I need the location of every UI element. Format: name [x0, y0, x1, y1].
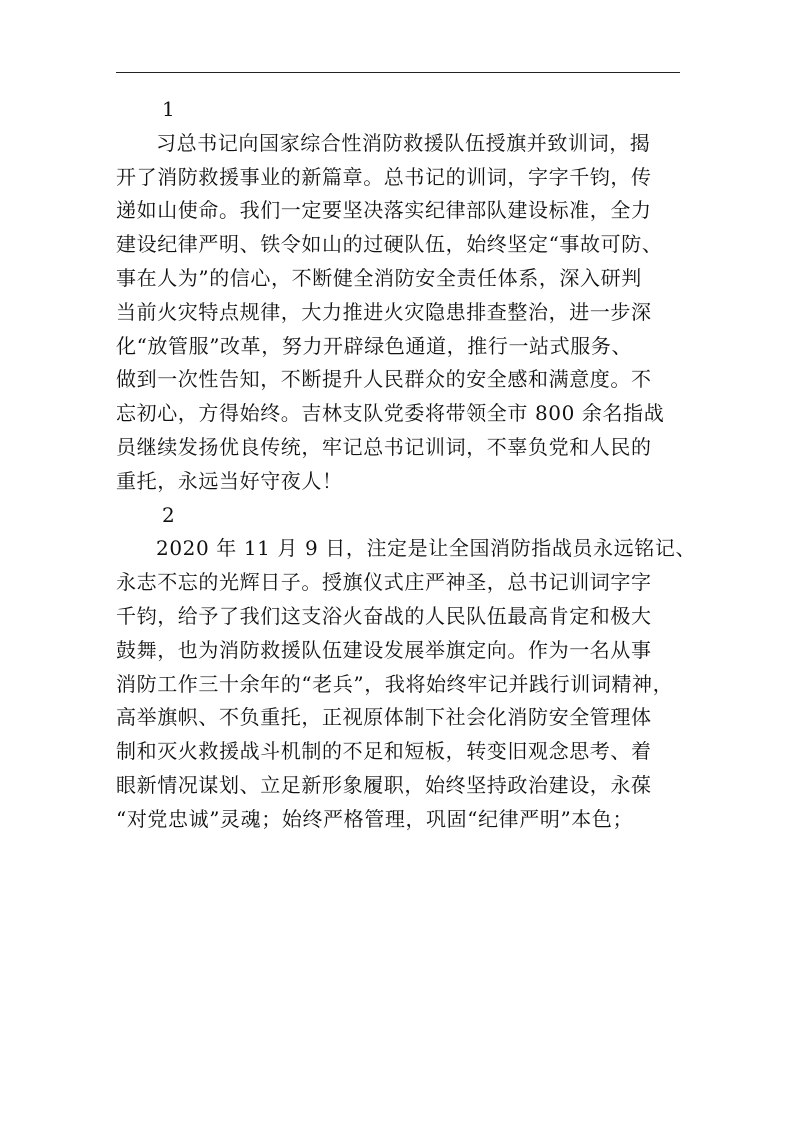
paragraph-line: 做到一次性告知，不断提升人民群众的安全感和满意度。不 [116, 367, 652, 392]
paragraph-line: 重托，永远当好守夜人！ [116, 468, 343, 493]
paragraph-line: 开了消防救援事业的新篇章。总书记的训词，字字千钧，传 [116, 164, 652, 189]
paragraph-line: 鼓舞，也为消防救援队伍建设发展举旗定向。作为一名从事 [116, 637, 652, 662]
section-1 [116, 93, 680, 499]
paragraph-line: “对党忠诚”灵魂；始终严格管理，巩固“纪律严明”本色； [116, 806, 634, 831]
paragraph-line: 消防工作三十余年的“老兵”，我将始终牢记并践行训词精神， [116, 671, 674, 696]
paragraph-line: 制和灭火救援战斗机制的不足和短板，转变旧观念思考、着 [116, 739, 652, 764]
section-2 [116, 499, 697, 837]
paragraph-line: 千钧，给予了我们这支浴火奋战的人民队伍最高肯定和极大 [116, 603, 652, 628]
paragraph-line: 永志不忘的光辉日子。授旗仪式庄严神圣，总书记训词字字 [116, 570, 652, 595]
paragraph-line: 事在人为”的信心，不断健全消防安全责任体系，深入研判 [116, 265, 642, 290]
paragraph-line: 员继续发扬优良传统，牢记总书记训词，不辜负党和人民的 [116, 434, 652, 459]
paragraph-line: 当前火灾特点规律，大力推进火灾隐患排查整治，进一步深 [116, 299, 652, 324]
paragraph-line: 递如山使命。我们一定要坚决落实纪律部队建设标准，全力 [116, 198, 652, 223]
paragraph-line: 化“放管服”改革，努力开辟绿色通道，推行一站式服务、 [116, 333, 633, 358]
paragraph-line: 高举旗帜、不负重托，正视原体制下社会化消防安全管理体 [116, 705, 652, 730]
paragraph-line: 习总书记向国家综合性消防救援队伍授旗并致训词，揭 [156, 130, 651, 155]
section-number: 2 [162, 502, 176, 527]
section-paragraph [116, 532, 697, 836]
document-body [116, 93, 697, 837]
paragraph-line: 忘初心，方得始终。吉林支队党委将带领全市 800 余名指战 [116, 401, 665, 426]
section-paragraph [116, 127, 680, 499]
header-divider [116, 72, 680, 73]
section-number: 1 [162, 97, 176, 121]
paragraph-line: 眼新情况谋划、立足新形象履职，始终坚持政治建设，永葆 [116, 772, 652, 797]
paragraph-line: 2020 年 11 月 9 日，注定是让全国消防指战员永远铭记、 [156, 536, 697, 561]
paragraph-line: 建设纪律严明、铁令如山的过硬队伍，始终坚定“事故可防、 [116, 232, 663, 257]
